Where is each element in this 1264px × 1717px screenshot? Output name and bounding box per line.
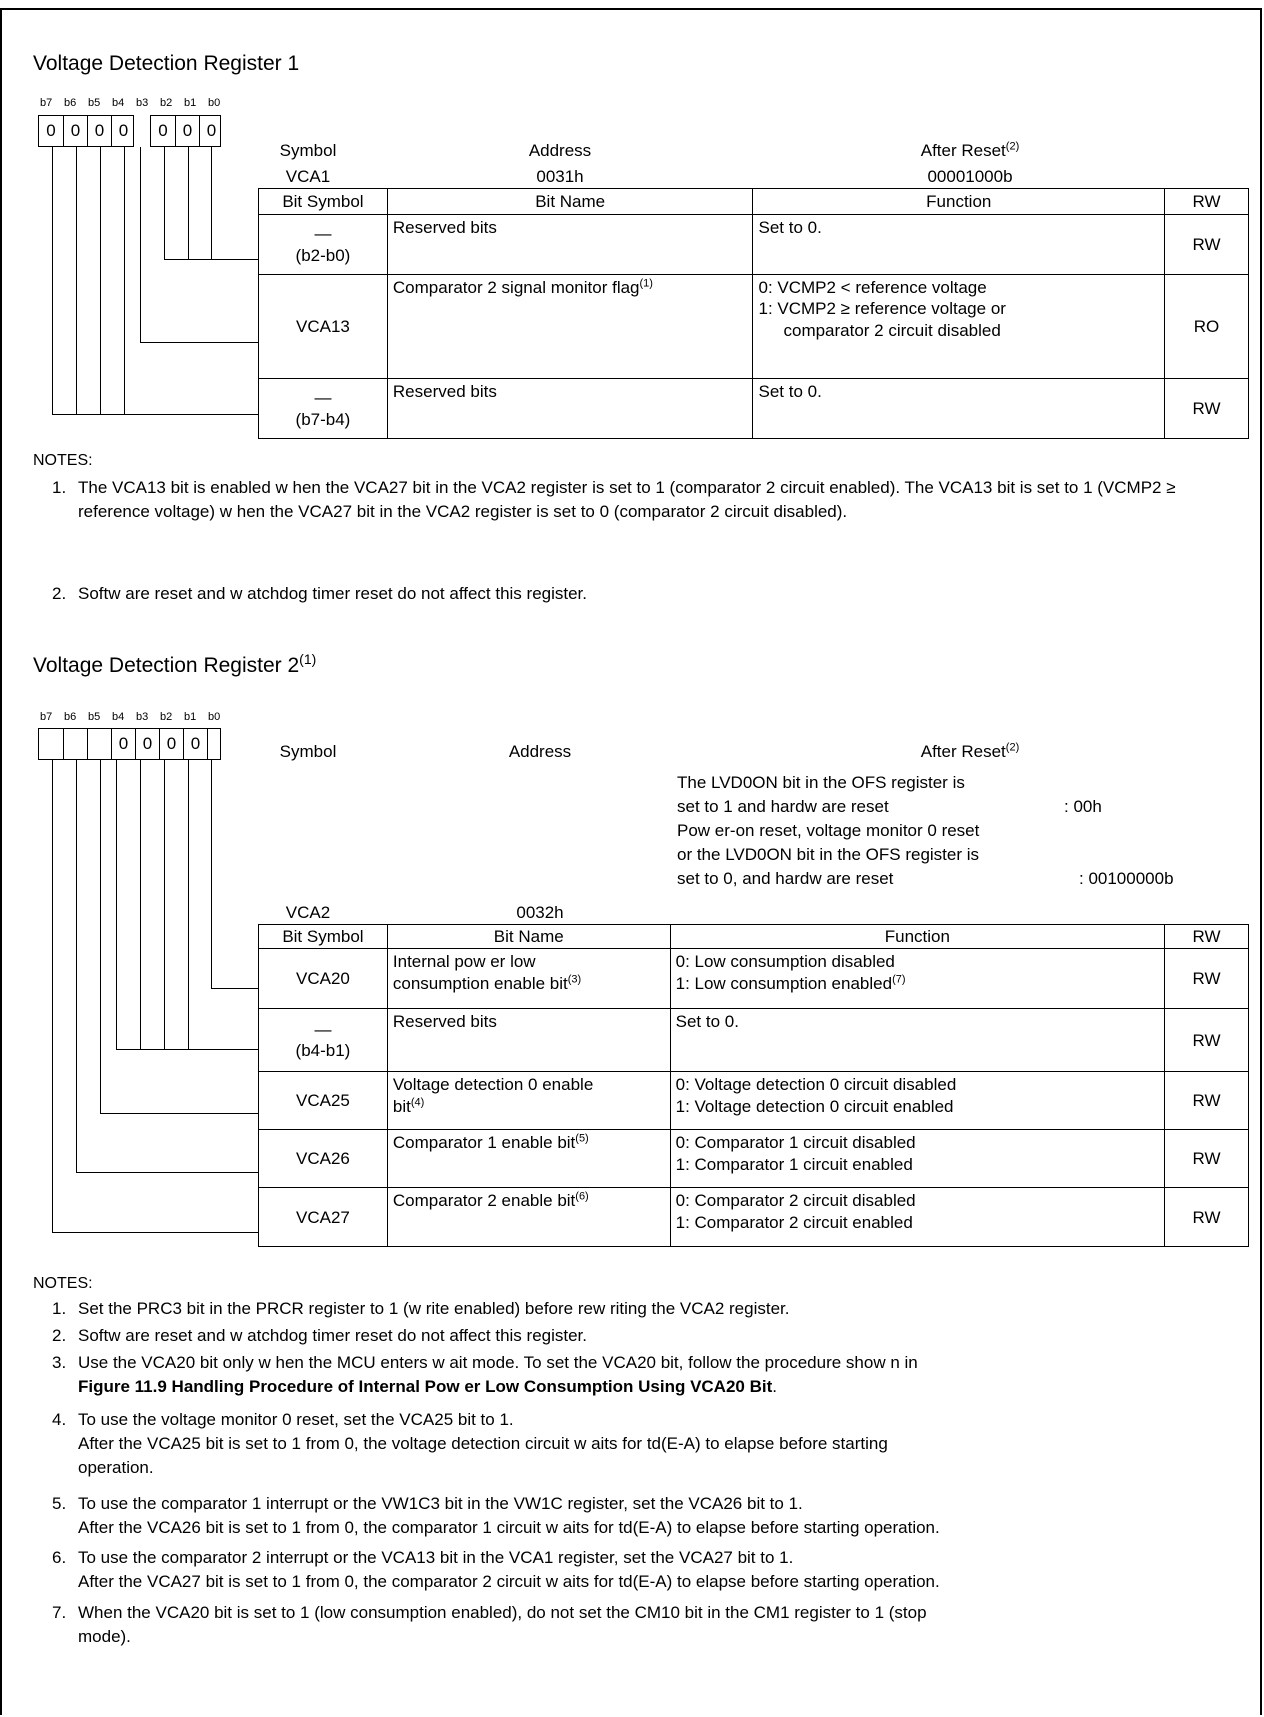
reg2-after-reset-heading: After Reset$^{(2)}$ (920, 741, 1020, 761)
reg2-note-4: 4. To use the voltage monitor 0 reset, set the VCA25 bit to 1. After the VCA25 bit is set to 1 from 0, the voltage detection circuit w aits for td(E-A) to elapse before starting operation. (52, 1410, 888, 1477)
rw-cell: RW (1165, 1072, 1249, 1130)
bit-value-b7 (39, 729, 63, 759)
figure-reference: Figure 11.9 Handling Procedure of Internal Pow er Low Consumption Using VCA20 Bit (78, 1377, 773, 1396)
bit-symbol-cell: VCA20 (259, 949, 388, 1009)
reg1-bit-box-low (150, 115, 221, 147)
bit-name-cell: Comparator 2 signal monitor flag$^{(1)}$ (387, 275, 753, 379)
function-cell: Set to 0. (753, 215, 1165, 275)
reg2-notes-heading: NOTES: (33, 1275, 93, 1292)
reg2-table (258, 924, 1249, 1247)
bit-label-b0: b0 (208, 97, 221, 109)
bit-label-b7: b7 (40, 97, 53, 109)
bit-label-b6: b6 (64, 711, 77, 723)
bit-symbol-cell: — (b4-b1) (259, 1009, 388, 1072)
function-cell: 0: Comparator 2 circuit disabled 1: Comparator 2 circuit enabled (670, 1188, 1164, 1247)
reg1-address-heading: Address (528, 141, 592, 160)
reg1-table (258, 188, 1249, 439)
bit-symbol-cell: VCA27 (259, 1188, 388, 1247)
bit-value-b0: 0 (199, 116, 223, 146)
reg2-reset-description: The LVD0ON bit in the OFS register is set to 1 and hardw are reset : 00h Pow er-on reset, voltage monitor 0 reset or the LVD0ON bit in the OFS register is set to 0, and hardw are reset : 00100000b (677, 773, 1174, 888)
function-cell: 0: Voltage detection 0 circuit disabled 1: Voltage detection 0 circuit enabled (670, 1072, 1164, 1130)
col-function: Function (670, 925, 1164, 949)
reg1-notes-heading: NOTES: (33, 452, 93, 469)
bit-label-b2: b2 (160, 97, 173, 109)
reg2-note-5: 5. To use the comparator 1 interrupt or the VW1C3 bit in the VW1C register, set the VCA26 bit to 1. After the VCA26 bit is set to 1 from 0, the comparator 1 circuit w aits for td(E-A) to elapse before starting operation. (52, 1494, 940, 1537)
function-cell: Set to 0. (670, 1009, 1164, 1072)
rw-cell: RW (1165, 949, 1249, 1009)
rw-cell: RW (1165, 215, 1249, 275)
bit-label-b5: b5 (88, 711, 101, 723)
bit-value-b6 (63, 729, 87, 759)
bit-name-cell: Voltage detection 0 enable bit$^{(4)}$ (387, 1072, 670, 1130)
reg2-address: 0032h (516, 903, 564, 922)
bit-label-b3: b3 (136, 97, 149, 109)
reg1-note-1: 1. The VCA13 bit is enabled w hen the VCA27 bit in the VCA2 register is set to 1 (comparator 2 circuit enabled). The VCA13 bit is set to 1 (VCMP2 ≥ reference voltage) w hen the VCA27 bit in the VCA2 register is set to 0 (comparator 2 circuit disabled). (52, 478, 1176, 521)
table-row (259, 275, 1249, 379)
bit-value-b4: 0 (111, 116, 135, 146)
bit-value-b0 (207, 729, 231, 759)
bit-symbol-cell: VCA13 (259, 275, 388, 379)
function-cell: 0: VCMP2 < reference voltage 1: VCMP2 ≥ reference voltage or comparator 2 circuit disabled (753, 275, 1165, 379)
bit-label-b1: b1 (184, 711, 197, 723)
bit-value-b1: 0 (175, 116, 199, 146)
table-row (259, 215, 1249, 275)
bit-name-cell: Reserved bits (387, 379, 753, 439)
bit-symbol-cell: — (b7-b4) (259, 379, 388, 439)
col-bit-name: Bit Name (387, 925, 670, 949)
bit-value-b2: 0 (158, 121, 168, 140)
bit-label-b4: b4 (112, 97, 125, 109)
reg2-address-heading: Address (508, 742, 572, 761)
rw-cell: RW (1165, 1009, 1249, 1072)
bit-symbol-cell: — (b2-b0) (259, 215, 388, 275)
bit-label-b6: b6 (64, 97, 77, 109)
bit-name-cell: Comparator 1 enable bit$^{(5)}$ (387, 1130, 670, 1188)
rw-cell: RW (1165, 1188, 1249, 1247)
function-cell: 0: Comparator 1 circuit disabled 1: Comparator 1 circuit enabled (670, 1130, 1164, 1188)
reg2-note-2: 2. Softw are reset and w atchdog timer reset do not affect this register. (52, 1326, 588, 1345)
bit-name-cell: Reserved bits (387, 215, 753, 275)
table-row (259, 1072, 1249, 1130)
bit-value-b5 (87, 729, 111, 759)
bit-value-b2: 0 (159, 729, 183, 759)
reg2-symbol-heading: Symbol (279, 742, 337, 761)
col-bit-symbol: Bit Symbol (259, 925, 388, 949)
table-row (259, 1188, 1249, 1247)
reg1-after-reset-heading: After Reset$^{(2)}$ (920, 140, 1020, 160)
bit-value-b3: 0 (135, 729, 159, 759)
col-bit-name: Bit Name (387, 189, 753, 215)
table-row (259, 379, 1249, 439)
reg1-address: 0031h (536, 167, 584, 186)
bit-label-b2: b2 (160, 711, 173, 723)
bit-label-b0: b0 (208, 711, 221, 723)
col-function: Function (753, 189, 1165, 215)
bit-label-b4: b4 (112, 711, 125, 723)
reg1-symbol-heading: Symbol (279, 141, 337, 160)
reg2-note-1: 1. Set the PRC3 bit in the PRCR register to 1 (w rite enabled) before rew riting the VCA2 register. (52, 1299, 790, 1318)
reg2-title: Voltage Detection Register 2$^{(1)}$ (33, 651, 317, 677)
function-cell: 0: Low consumption disabled 1: Low consumption enabled$^{(7)}$ (670, 949, 1164, 1009)
table-row (259, 949, 1249, 1009)
reg2-note-3: 3. Use the VCA20 bit only w hen the MCU enters w ait mode. To set the VCA20 bit, follow the procedure show n in Figure 11.9 Handling Procedure of Internal Pow er Low Consumption Using VCA20 Bit. (52, 1353, 918, 1396)
bit-value-b5: 0 (87, 116, 111, 146)
col-rw: RW (1165, 189, 1249, 215)
rw-cell: RW (1165, 1130, 1249, 1188)
reg1-reset-value: 00001000b (927, 167, 1013, 186)
function-cell: Set to 0. (753, 379, 1165, 439)
bit-label-b3: b3 (136, 711, 149, 723)
table-row (259, 1009, 1249, 1072)
bit-symbol-cell: VCA26 (259, 1130, 388, 1188)
bit-value-b6: 0 (63, 116, 87, 146)
rw-cell: RO (1165, 275, 1249, 379)
bit-value-b7: 0 (46, 121, 56, 140)
reg1-note-2: 2. Softw are reset and w atchdog timer reset do not affect this register. (52, 584, 588, 603)
reg1-title: Voltage Detection Register 1 (33, 52, 300, 75)
table-row (259, 1130, 1249, 1188)
reg1-bit-box-high (38, 115, 134, 147)
bit-label-b1: b1 (184, 97, 197, 109)
reg2-note-7: 7. When the VCA20 bit is set to 1 (low consumption enabled), do not set the CM10 bit in the CM1 register to 1 (stop mode). (52, 1603, 927, 1646)
col-bit-symbol: Bit Symbol (259, 189, 388, 215)
reg2-bit-box (38, 728, 221, 760)
reg1-symbol: VCA1 (285, 167, 331, 186)
bit-value-b1: 0 (183, 729, 207, 759)
bit-name-cell: Comparator 2 enable bit$^{(6)}$ (387, 1188, 670, 1247)
reg2-note-6: 6. To use the comparator 2 interrupt or the VCA13 bit in the VCA1 register, set the VCA27 bit to 1. After the VCA27 bit is set to 1 from 0, the comparator 2 circuit w aits for td(E-A) to elapse before starting operation. (52, 1548, 940, 1591)
col-rw: RW (1165, 925, 1249, 949)
bit-name-cell: Internal pow er low consumption enable bit$^{(3)}$ (387, 949, 670, 1009)
bit-label-b5: b5 (88, 97, 101, 109)
bit-label-b7: b7 (40, 711, 53, 723)
bit-symbol-cell: VCA25 (259, 1072, 388, 1130)
bit-value-b4: 0 (111, 729, 135, 759)
bit-name-cell: Reserved bits (387, 1009, 670, 1072)
reg2-symbol: VCA2 (285, 903, 331, 922)
rw-cell: RW (1165, 379, 1249, 439)
